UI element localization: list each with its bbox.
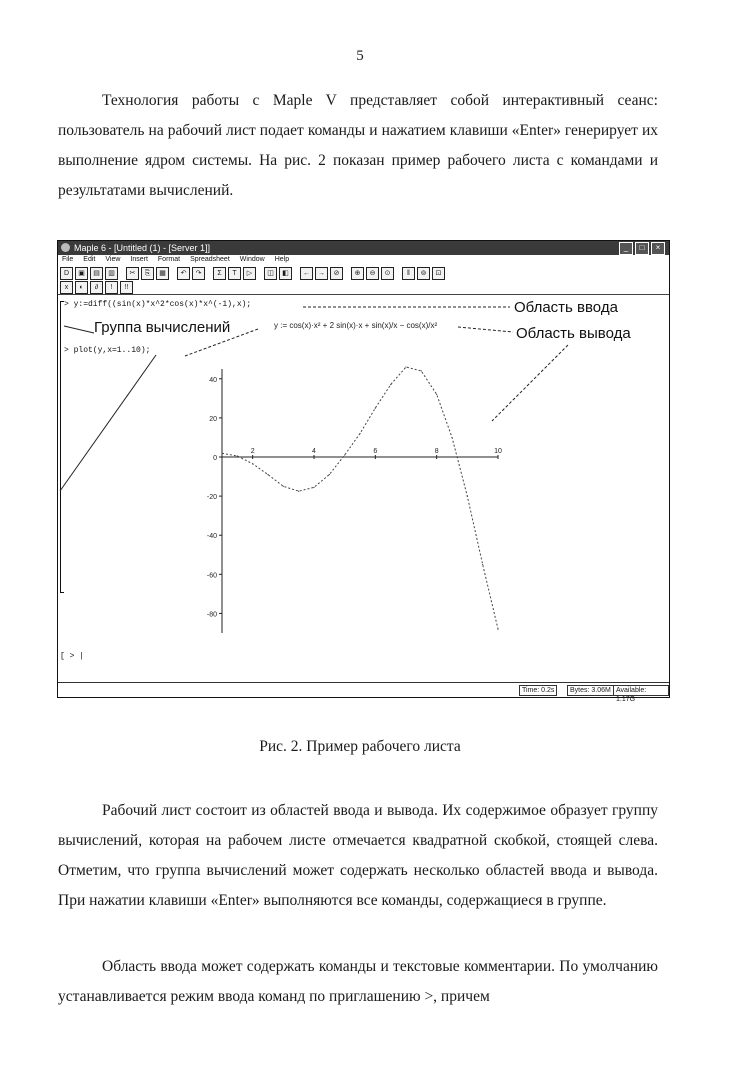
paste-icon[interactable]: ▦ xyxy=(156,267,169,280)
figure-caption: Рис. 2. Пример рабочего листа xyxy=(259,738,461,755)
execute-all-icon[interactable]: !! xyxy=(120,281,133,294)
outdent-icon[interactable]: ← xyxy=(300,267,313,280)
group-leader-line-2 xyxy=(60,355,156,491)
x-tick-label: 10 xyxy=(494,448,502,455)
x-tick-label: 2 xyxy=(250,448,255,455)
data-point xyxy=(313,487,314,488)
data-point xyxy=(482,564,483,565)
text-input-icon[interactable]: T xyxy=(228,267,241,280)
paragraph-intro: Технология работы с Maple V представляет собой интерактивный сеанс: пользователь на рабочий лист подает команды и нажатием клавиши «Enter» генерирует их выполнение ядром системы. На рис. 2 показан пример рабочего листа с командами и результатами вычислений. xyxy=(58,92,658,199)
zoom-out-icon[interactable]: ⊖ xyxy=(366,267,379,280)
status-time: Time: 0.2s xyxy=(519,685,557,696)
maximize-button[interactable]: □ xyxy=(635,242,649,255)
x-tick-label: 6 xyxy=(373,448,378,455)
worksheet-area[interactable] xyxy=(58,299,669,677)
diff-icon[interactable]: ∂ xyxy=(90,281,103,294)
minimize-button[interactable]: _ xyxy=(619,242,633,255)
open-file-icon[interactable]: ▣ xyxy=(75,267,88,280)
menu-format[interactable]: Format xyxy=(157,256,181,263)
data-point xyxy=(344,454,345,455)
close-button[interactable]: × xyxy=(651,242,665,255)
window-title: Maple 6 - [Untitled (1) - [Server 1]] xyxy=(74,243,211,253)
data-point xyxy=(390,384,391,385)
standard-math-icon[interactable]: ◐ xyxy=(75,281,88,294)
input-command[interactable]: > y:=diff((sin(x)*x^2*cos(x)*x^(-1),x); xyxy=(64,300,252,309)
menu-insert[interactable]: Insert xyxy=(130,256,148,263)
data-point xyxy=(451,437,452,438)
data-point xyxy=(237,455,238,456)
x-tick-label: 8 xyxy=(434,448,439,455)
menu-file[interactable]: File xyxy=(62,256,74,263)
y-tick-label: 0 xyxy=(213,455,217,462)
group-leader-line xyxy=(64,326,94,333)
output-leader-line xyxy=(458,327,513,332)
data-point xyxy=(252,463,253,464)
undo-icon[interactable]: ↶ xyxy=(177,267,190,280)
menu-edit[interactable]: Edit xyxy=(83,256,96,263)
y-tick-label: -80 xyxy=(206,611,217,619)
page-number: 5 xyxy=(356,48,364,64)
insert-prompt-icon[interactable]: ▷ xyxy=(243,267,256,280)
data-point xyxy=(467,496,468,497)
section-icon[interactable]: ◫ xyxy=(264,267,277,280)
paragraph-input-area: Область ввода может содержать команды и текстовые комментарии. По умолчанию устанавливается режим ввода команд по приглашению >, причем xyxy=(58,958,658,1005)
status-bytes: Bytes: 3.06M xyxy=(567,685,614,696)
cut-icon[interactable]: ✂ xyxy=(126,267,139,280)
menu-bar xyxy=(58,255,669,265)
data-point xyxy=(283,486,284,487)
series-line-y xyxy=(222,367,498,629)
context-toolbar xyxy=(58,281,669,295)
new-file-icon[interactable]: D xyxy=(60,267,73,280)
maple-app-icon xyxy=(61,243,70,252)
menu-help[interactable]: Help xyxy=(274,256,290,263)
data-point xyxy=(298,491,299,492)
zoom-icon[interactable]: ⊙ xyxy=(381,267,394,280)
save-icon[interactable]: ▤ xyxy=(90,267,103,280)
data-point xyxy=(221,453,222,454)
annotation-input-area: Область ввода xyxy=(514,299,618,316)
y-tick-label: 40 xyxy=(209,376,217,384)
print-icon[interactable]: ▥ xyxy=(105,267,118,280)
annotation-group: Группа вычислений xyxy=(94,319,231,336)
x-tick-label: 4 xyxy=(312,448,316,455)
stop-icon[interactable]: ⊘ xyxy=(330,267,343,280)
maple-screenshot-figure xyxy=(57,240,670,703)
paragraph-worksheet-structure: Рабочий лист состоит из областей ввода и вывода. Их содержимое образует группу вычислений, которая на рабочем листе отмечается квадратной скобкой, стоящей слева. Отметим, что группа вычислений может содержать несколько областей ввода и вывода. При нажатии клавиши «Enter» выполняются все команды, содержащиеся в группе. xyxy=(58,802,658,909)
status-available: Available: 1.17G xyxy=(613,685,669,696)
y-tick-label: -20 xyxy=(206,494,217,502)
data-point xyxy=(267,474,268,475)
status-bar xyxy=(58,682,669,703)
plot-command[interactable]: > plot(y,x=1..10); xyxy=(64,346,151,355)
indent-icon[interactable]: → xyxy=(315,267,328,280)
empty-prompt[interactable]: [ > | xyxy=(60,652,85,661)
y-tick-label: -60 xyxy=(206,572,217,580)
show-regions-icon[interactable]: ‖ xyxy=(402,267,415,280)
data-point xyxy=(497,628,498,629)
data-point xyxy=(436,394,437,395)
menu-view[interactable]: View xyxy=(105,256,121,263)
annotation-output-area: Область вывода xyxy=(516,325,631,342)
menu-spreadsheet[interactable]: Spreadsheet xyxy=(190,256,230,263)
help-icon[interactable]: ⊡ xyxy=(432,267,445,280)
execute-icon[interactable]: ! xyxy=(105,281,118,294)
data-point xyxy=(375,408,376,409)
y-tick-label: 20 xyxy=(209,415,217,423)
maple-notation-icon[interactable]: x xyxy=(60,281,73,294)
data-point xyxy=(329,474,330,475)
subsection-icon[interactable]: ◧ xyxy=(279,267,292,280)
window-buttons xyxy=(619,242,665,255)
data-point xyxy=(359,433,360,434)
menu-window[interactable]: Window xyxy=(239,256,265,263)
plot-area xyxy=(208,357,508,642)
redo-icon[interactable]: ↷ xyxy=(192,267,205,280)
restart-icon[interactable]: ⊚ xyxy=(417,267,430,280)
zoom-in-icon[interactable]: ⊕ xyxy=(351,267,364,280)
y-tick-label: -40 xyxy=(206,533,217,541)
data-point xyxy=(405,366,406,367)
copy-icon[interactable]: ⎘ xyxy=(141,267,154,280)
math-input-icon[interactable]: Σ xyxy=(213,267,226,280)
main-toolbar xyxy=(58,265,669,281)
data-point xyxy=(421,370,422,371)
window-titlebar xyxy=(58,241,669,255)
output-equation: y := cos(x)·x² + 2 sin(x)·x + sin(x)/x − cos(x)/x² xyxy=(274,321,438,330)
